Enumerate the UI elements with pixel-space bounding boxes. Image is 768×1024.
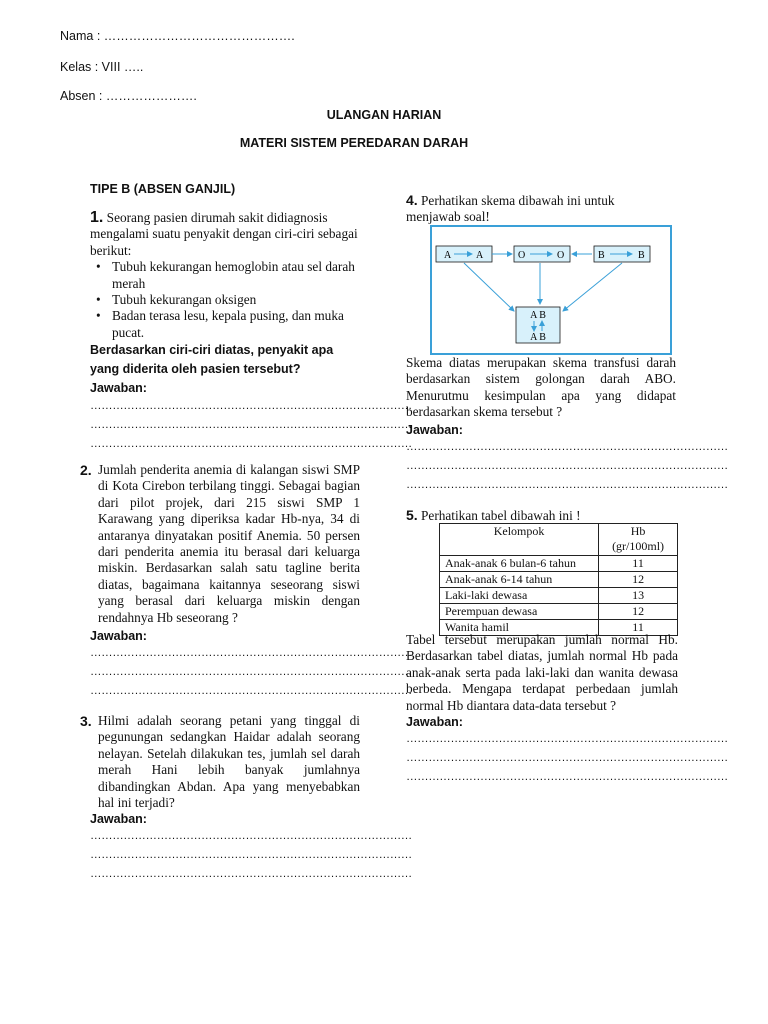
hb-table	[439, 523, 678, 636]
blood-type-a-label: A	[476, 250, 484, 261]
question-text: Tabel tersebut merupakan jumlah normal Hb. Berdasarkan tabel diatas, jumlah normal Hb pada anak-anak serta pada laki-laki dan wanita dewasa berbeda. Mengapa terdapat perbedaan jumlah normal Hb diantara data-data tersebut ?	[406, 632, 678, 713]
nama-field: Nama : ……………………………………….	[60, 29, 295, 43]
answer-line[interactable]: ……………………………………………………………………………	[406, 733, 728, 745]
answer-line[interactable]: ……………………………………………………………………………	[406, 479, 728, 491]
answer-area-5	[406, 714, 728, 787]
blood-type-b-label: B	[638, 250, 645, 261]
answer-area-3	[90, 811, 412, 884]
question-1	[90, 209, 412, 454]
question-5-body	[406, 632, 678, 714]
answer-line[interactable]: ……………………………………………………………………………	[406, 771, 728, 783]
blood-type-ab-label: A B	[530, 332, 546, 343]
answer-label: Jawaban:	[406, 423, 463, 437]
tipe-label: TIPE B (ABSEN GANJIL)	[90, 182, 236, 196]
question-number: 2.	[80, 462, 92, 478]
table-cell: 11	[599, 620, 678, 636]
answer-line[interactable]: ……………………………………………………………………………	[90, 685, 412, 697]
answer-line[interactable]: ……………………………………………………………………………	[90, 849, 412, 861]
list-item: • Tubuh kekurangan hemoglobin atau sel darah merah	[90, 259, 358, 292]
kelas-field: Kelas : VIII …..	[60, 60, 144, 74]
question-prompt: Berdasarkan ciri-ciri diatas, penyakit apa yang diderita oleh pasien tersebut?	[90, 343, 334, 377]
answer-line[interactable]: ……………………………………………………………………………	[406, 460, 728, 472]
absen-field: Absen : ………………….	[60, 89, 197, 103]
question-5	[406, 507, 676, 524]
title-ulangan-harian: ULANGAN HARIAN	[326, 108, 442, 122]
answer-line[interactable]: ……………………………………………………………………………	[90, 830, 412, 842]
question-text: Skema diatas merupakan skema transfusi darah berdasarkan sistem golongan darah ABO. Menurutmu kesimpulan apa yang didapat berdasarkan skema tersebut ?	[406, 355, 676, 420]
question-text: Perhatikan tabel dibawah ini !	[421, 508, 581, 523]
list-item: • Tubuh kekurangan oksigen	[90, 292, 358, 308]
question-4-body	[406, 355, 676, 421]
column-header: Kelompok	[440, 524, 599, 556]
table-header-row	[440, 524, 678, 556]
blood-type-o-label: O	[518, 250, 526, 261]
answer-area-4	[406, 422, 728, 495]
question-4	[406, 192, 646, 226]
blood-type-b-label: B	[598, 250, 605, 261]
question-number: 4.	[406, 192, 418, 208]
table-cell: 12	[599, 604, 678, 620]
blood-type-o-label: O	[557, 250, 565, 261]
answer-line[interactable]: ……………………………………………………………………………	[90, 666, 412, 678]
question-number: 5.	[406, 507, 418, 523]
table-row	[440, 572, 678, 588]
title-materi: MATERI SISTEM PEREDARAN DARAH	[239, 136, 469, 150]
answer-line[interactable]: ……………………………………………………………………………	[406, 441, 728, 453]
question-text: Perhatikan skema dibawah ini untuk menjawab soal!	[406, 193, 615, 225]
answer-line[interactable]: ……………………………………………………………………………	[90, 868, 412, 880]
table-cell: Perempuan dewasa	[440, 604, 599, 620]
answer-line[interactable]: ……………………………………………………………………………	[90, 400, 412, 413]
table-cell: 13	[599, 588, 678, 604]
table-cell: 12	[599, 572, 678, 588]
answer-area-2	[90, 628, 412, 701]
table-cell: Anak-anak 6 bulan-6 tahun	[440, 556, 599, 572]
question-2	[98, 462, 360, 626]
table-cell: 11	[599, 556, 678, 572]
question-3	[98, 713, 360, 811]
question-text: Seorang pasien dirumah sakit didiagnosis mengalami suatu penyakit dengan ciri-ciri sebagai berikut:	[90, 210, 358, 258]
answer-line[interactable]: ……………………………………………………………………………	[406, 752, 728, 764]
blood-type-ab-label: A B	[530, 310, 546, 321]
table-cell: Laki-laki dewasa	[440, 588, 599, 604]
question-text: Jumlah penderita anemia di kalangan siswi SMP di Kota Cirebon terbilang tinggi. Sebagai bagian dari pilot projek, dari 215 siswi SMP 1 Karawang yang diperiksa kadar Hb-nya, 34 di antaranya dinyatakan positif Anemia. 50 persen dari penderita anemia itu berasal dari keluarga miskin. Berdasarkan salah satu tagline berita diatas, bagaimana kaitannya seseorang siswi yang berasal dari keluarga miskin dengan rendahnya Hb seseorang ?	[98, 462, 360, 625]
answer-line[interactable]: ……………………………………………………………………………	[90, 419, 412, 432]
answer-line[interactable]: ……………………………………………………………………………	[90, 438, 412, 451]
question-number: 1.	[90, 209, 104, 226]
answer-label: Jawaban:	[90, 812, 147, 826]
symptom-list	[90, 259, 358, 341]
question-number: 3.	[80, 713, 92, 729]
table-row	[440, 588, 678, 604]
table-row	[440, 556, 678, 572]
answer-line[interactable]: ……………………………………………………………………………	[90, 647, 412, 659]
list-item: • Badan terasa lesu, kepala pusing, dan muka pucat.	[90, 308, 358, 341]
table-row	[440, 604, 678, 620]
question-text: Hilmi adalah seorang petani yang tinggal di pegunungan sedangkan Haidar adalah seorang nelayan. Setelah dilakukan tes, jumlah sel darah merah Hani lebih banyak jumlahnya dibandingkan Abdan. Apa yang menyebabkan hal ini terjadi?	[98, 713, 360, 811]
table-cell: Wanita hamil	[440, 620, 599, 636]
answer-label: Jawaban:	[90, 381, 147, 396]
answer-label: Jawaban:	[406, 715, 463, 729]
column-header: Hb (gr/100ml)	[599, 524, 678, 556]
table-cell: Anak-anak 6-14 tahun	[440, 572, 599, 588]
abo-transfusion-diagram	[430, 225, 672, 355]
blood-type-a-label: A	[444, 250, 452, 261]
answer-label: Jawaban:	[90, 629, 147, 643]
